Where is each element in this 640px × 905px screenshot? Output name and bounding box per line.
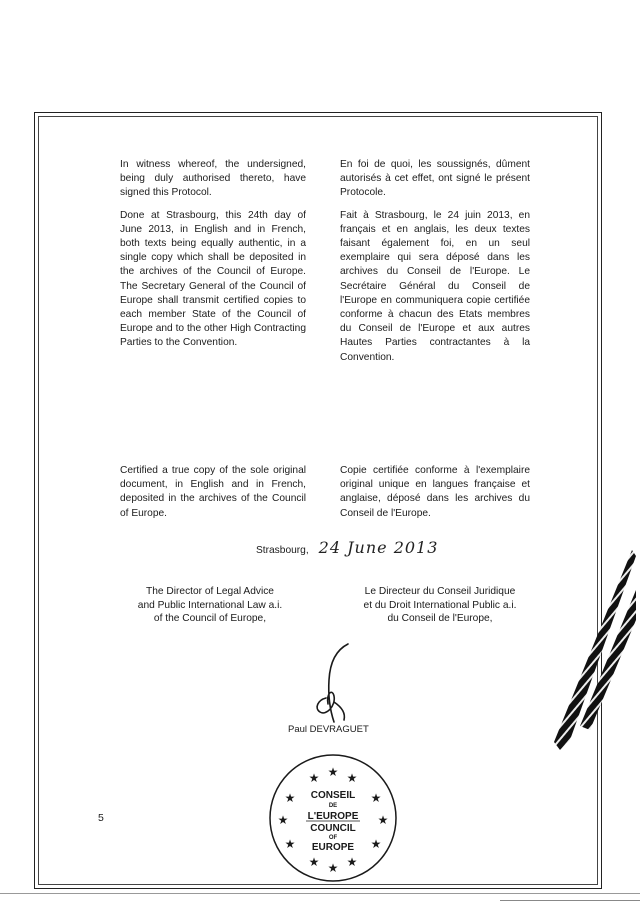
page-number: 5: [98, 812, 104, 824]
council-of-europe-seal: [266, 752, 400, 884]
svg-text:★: ★: [284, 837, 296, 851]
director-en-line: The Director of Legal Advice: [146, 586, 274, 597]
director-title-english: [130, 585, 290, 626]
signer-name: Paul DEVRAGUET: [288, 724, 369, 735]
director-fr-line: et du Droit International Public a.i.: [363, 599, 517, 611]
svg-text:★: ★: [327, 765, 339, 779]
svg-text:★: ★: [346, 771, 358, 785]
seal-text-line: OF: [328, 835, 338, 841]
french-certified-paragraph: Copie certifiée conforme à l'exemplaire original unique en langues française et anglaise, déposé dans les archives du Conseil de l'Europe.: [340, 465, 530, 519]
scan-edge-line: [0, 893, 640, 894]
scan-edge-line: [500, 900, 640, 901]
director-en-line: and Public International Law a.i.: [137, 599, 283, 611]
place-date-line: [256, 538, 438, 557]
director-title-french: [345, 585, 535, 626]
director-en-line: of the Council of Europe,: [153, 613, 267, 624]
english-certified-paragraph: Certified a true copy of the sole original document, in English and in French, deposited in the archives of the Council of Europe.: [120, 465, 306, 519]
english-witness-paragraph: In witness whereof, the undersigned, being duly authorised thereto, have signed this Protocol.: [120, 159, 306, 199]
french-witness-paragraph: En foi de quoi, les soussignés, dûment autorisés à cet effet, ont signé le présent Protocole.: [340, 159, 530, 199]
svg-text:★: ★: [277, 813, 289, 827]
svg-text:★: ★: [327, 861, 339, 875]
french-certification: [340, 464, 530, 529]
seal-text-line: L'EUROPE: [307, 811, 359, 822]
svg-text:★: ★: [346, 855, 358, 869]
binding-ribbon-decoration: [540, 550, 636, 750]
svg-text:★: ★: [284, 791, 296, 805]
seal-text-line: DE: [328, 803, 338, 809]
svg-text:★: ★: [308, 855, 320, 869]
seal-text-line: COUNCIL: [310, 823, 356, 834]
svg-text:★: ★: [370, 837, 382, 851]
seal-text-line: EUROPE: [311, 842, 355, 853]
seal-text-line: CONSEIL: [310, 790, 356, 801]
french-done-paragraph: Fait à Strasbourg, le 24 juin 2013, en français et en anglais, les deux textes faisant également foi, en un seul exemplaire qui sera déposé dans les archives du Conseil de l'Europe. Le Secrétaire Général du Conseil de l'Europe en communiquera copie certifiée conforme à chacun des Etats membres du Conseil de l'Europe et aux autres Hautes Parties contractantes à la Convention.: [340, 209, 530, 363]
english-certification: [120, 464, 306, 529]
handwritten-date: 24 June 2013: [318, 538, 439, 557]
place-city: Strasbourg,: [256, 545, 309, 556]
french-column: [340, 158, 530, 373]
director-fr-line: du Conseil de l'Europe,: [387, 613, 493, 624]
svg-text:★: ★: [308, 771, 320, 785]
english-column: [120, 158, 306, 359]
svg-text:★: ★: [370, 791, 382, 805]
svg-text:★: ★: [377, 813, 389, 827]
director-fr-line: Le Directeur du Conseil Juridique: [364, 586, 516, 597]
english-done-paragraph: Done at Strasbourg, this 24th day of June 2013, in English and in French, both texts being equally authentic, in a single copy which shall be deposited in the archives of the Council of Europe. The Secretary General of the Council of Europe shall transmit certified copies to each member State of the Council of Europe and to the other High Contracting Parties to the Convention.: [120, 209, 306, 349]
